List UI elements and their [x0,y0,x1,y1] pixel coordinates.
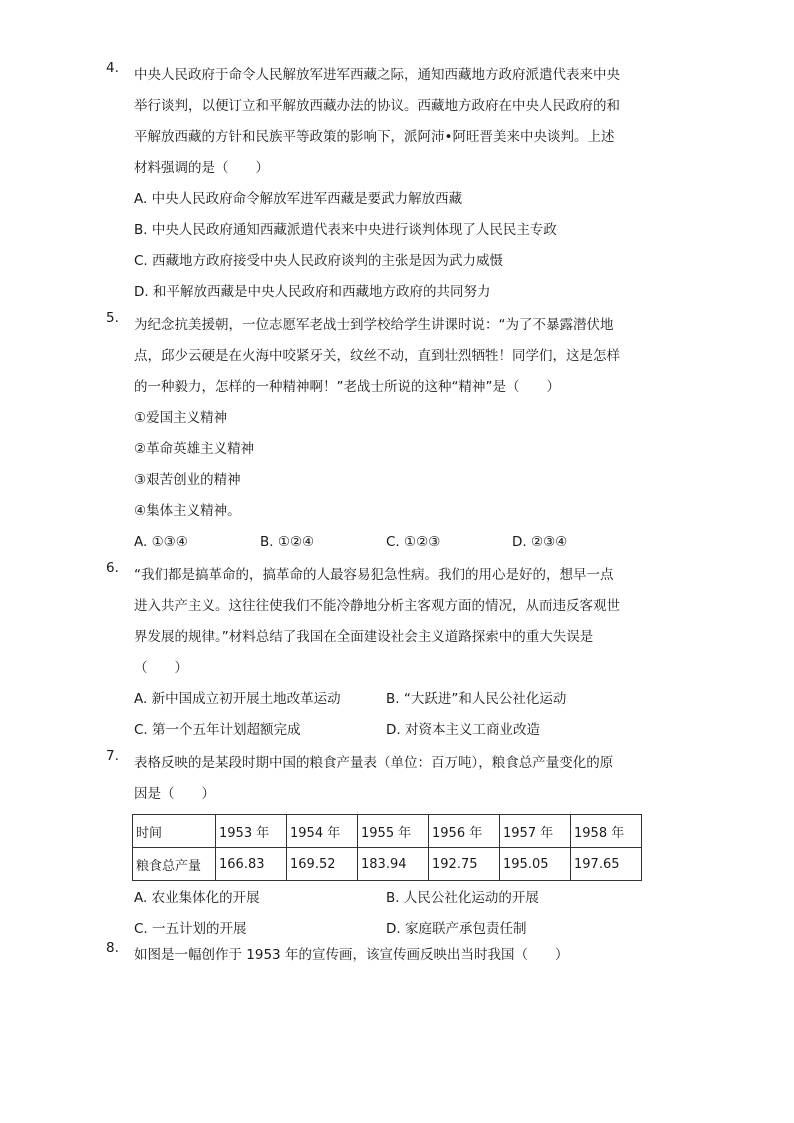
table-cell: 1955 年 [358,815,429,848]
table-cell: 粮食总产量 [133,848,216,881]
table-cell: 197.65 [571,848,642,881]
question-4 [106,60,664,308]
statement-item: ④集体主义精神。 [134,503,241,519]
options-row [134,883,664,914]
table-cell: 169.52 [287,848,358,881]
table-cell: 1958 年 [571,815,642,848]
question-stem-line: 界发展的规律。”材料总结了我国在全面建设社会主义道路探索中的重大失误是 [134,629,594,645]
option-a[interactable]: A. 新中国成立初开展土地改革运动 [134,691,341,707]
option-a[interactable]: A. 中央人民政府命令解放军进军西藏是要武力解放西藏 [134,191,463,207]
table-cell: 166.83 [216,848,287,881]
option-b[interactable]: B. 人民公社化运动的开展 [386,890,539,906]
table-cell: 1956 年 [429,815,500,848]
question-stem-line: 中央人民政府于命令人民解放军进军西藏之际，通知西藏地方政府派遣代表来中央 [134,67,620,83]
table-cell: 195.05 [500,848,571,881]
options-row [134,715,664,746]
table-cell: 1954 年 [287,815,358,848]
question-number: 4. [106,60,119,76]
question-stem-line: 举行谈判，以便订立和平解放西藏办法的协议。西藏地方政府在中央人民政府的和 [134,98,620,114]
question-stem-line: 的一种毅力，怎样的一种精神啊！”老战士所说的这种“精神”是（ ） [134,379,560,395]
question-number: 5. [106,310,119,326]
table-row [133,815,642,848]
question-stem-line: 表格反映的是某段时期中国的粮食产量表（单位：百万吨），粮食总产量变化的原 [134,755,614,771]
option-c[interactable]: C. 一五计划的开展 [134,921,247,937]
question-stem-line: （ ） [134,660,188,676]
table-cell: 1957 年 [500,815,571,848]
option-d[interactable]: D. ②③④ [512,534,568,550]
question-stem-line: 如图是一幅创作于 1953 年的宣传画，该宣传画反映出当时我国（ ） [134,947,569,963]
question-stem-line: 点，邱少云硬是在火海中咬紧牙关，纹丝不动，直到壮烈牺牲！同学们，这是怎样 [134,348,620,364]
question-5 [106,310,664,558]
question-stem-line: 材料强调的是（ ） [134,160,269,176]
table-row [133,848,642,881]
question-stem-line: 进入共产主义。这往往使我们不能冷静地分析主客观方面的情况，从而违反客观世 [134,598,620,614]
question-7 [106,748,664,945]
question-6 [106,560,664,746]
table-cell: 183.94 [358,848,429,881]
question-number: 8. [106,940,119,956]
option-b[interactable]: B. ①②④ [260,534,315,550]
options-row [134,684,664,715]
question-8 [106,940,664,971]
question-stem-line: 为纪念抗美援朝，一位志愿军老战士到学校给学生讲课时说：“为了不暴露潜伏地 [134,317,614,333]
question-number: 6. [106,560,119,576]
option-d[interactable]: D. 和平解放西藏是中央人民政府和西藏地方政府的共同努力 [134,284,491,300]
option-d[interactable]: D. 对资本主义工商业改造 [386,722,540,738]
option-d[interactable]: D. 家庭联产承包责任制 [386,921,527,937]
question-stem-line: 因是（ ） [134,786,215,802]
question-number: 7. [106,748,119,764]
table-cell: 192.75 [429,848,500,881]
option-a[interactable]: A. 农业集体化的开展 [134,890,260,906]
option-a[interactable]: A. ①③④ [134,534,188,550]
table-cell: 1953 年 [216,815,287,848]
statement-item: ①爱国主义精神 [134,410,228,426]
question-stem-line: 平解放西藏的方针和民族平等政策的影响下，派阿沛•阿旺晋美来中央谈判。上述 [134,129,615,145]
option-c[interactable]: C. 第一个五年计划超额完成 [134,722,301,738]
option-c[interactable]: C. 西藏地方政府接受中央人民政府谈判的主张是因为武力威慑 [134,253,504,269]
question-stem-line: “我们都是搞革命的，搞革命的人最容易犯急性病。我们的用心是好的，想早一点 [134,567,614,583]
option-b[interactable]: B. 中央人民政府通知西藏派遣代表来中央进行谈判体现了人民民主专政 [134,222,557,238]
statement-item: ③艰苦创业的精神 [134,472,241,488]
statement-item: ②革命英雄主义精神 [134,441,255,457]
grain-output-table [132,814,642,881]
options-row [134,527,664,558]
option-b[interactable]: B. “大跃进”和人民公社化运动 [386,691,567,707]
table-cell: 时间 [133,815,216,848]
option-c[interactable]: C. ①②③ [386,534,441,550]
